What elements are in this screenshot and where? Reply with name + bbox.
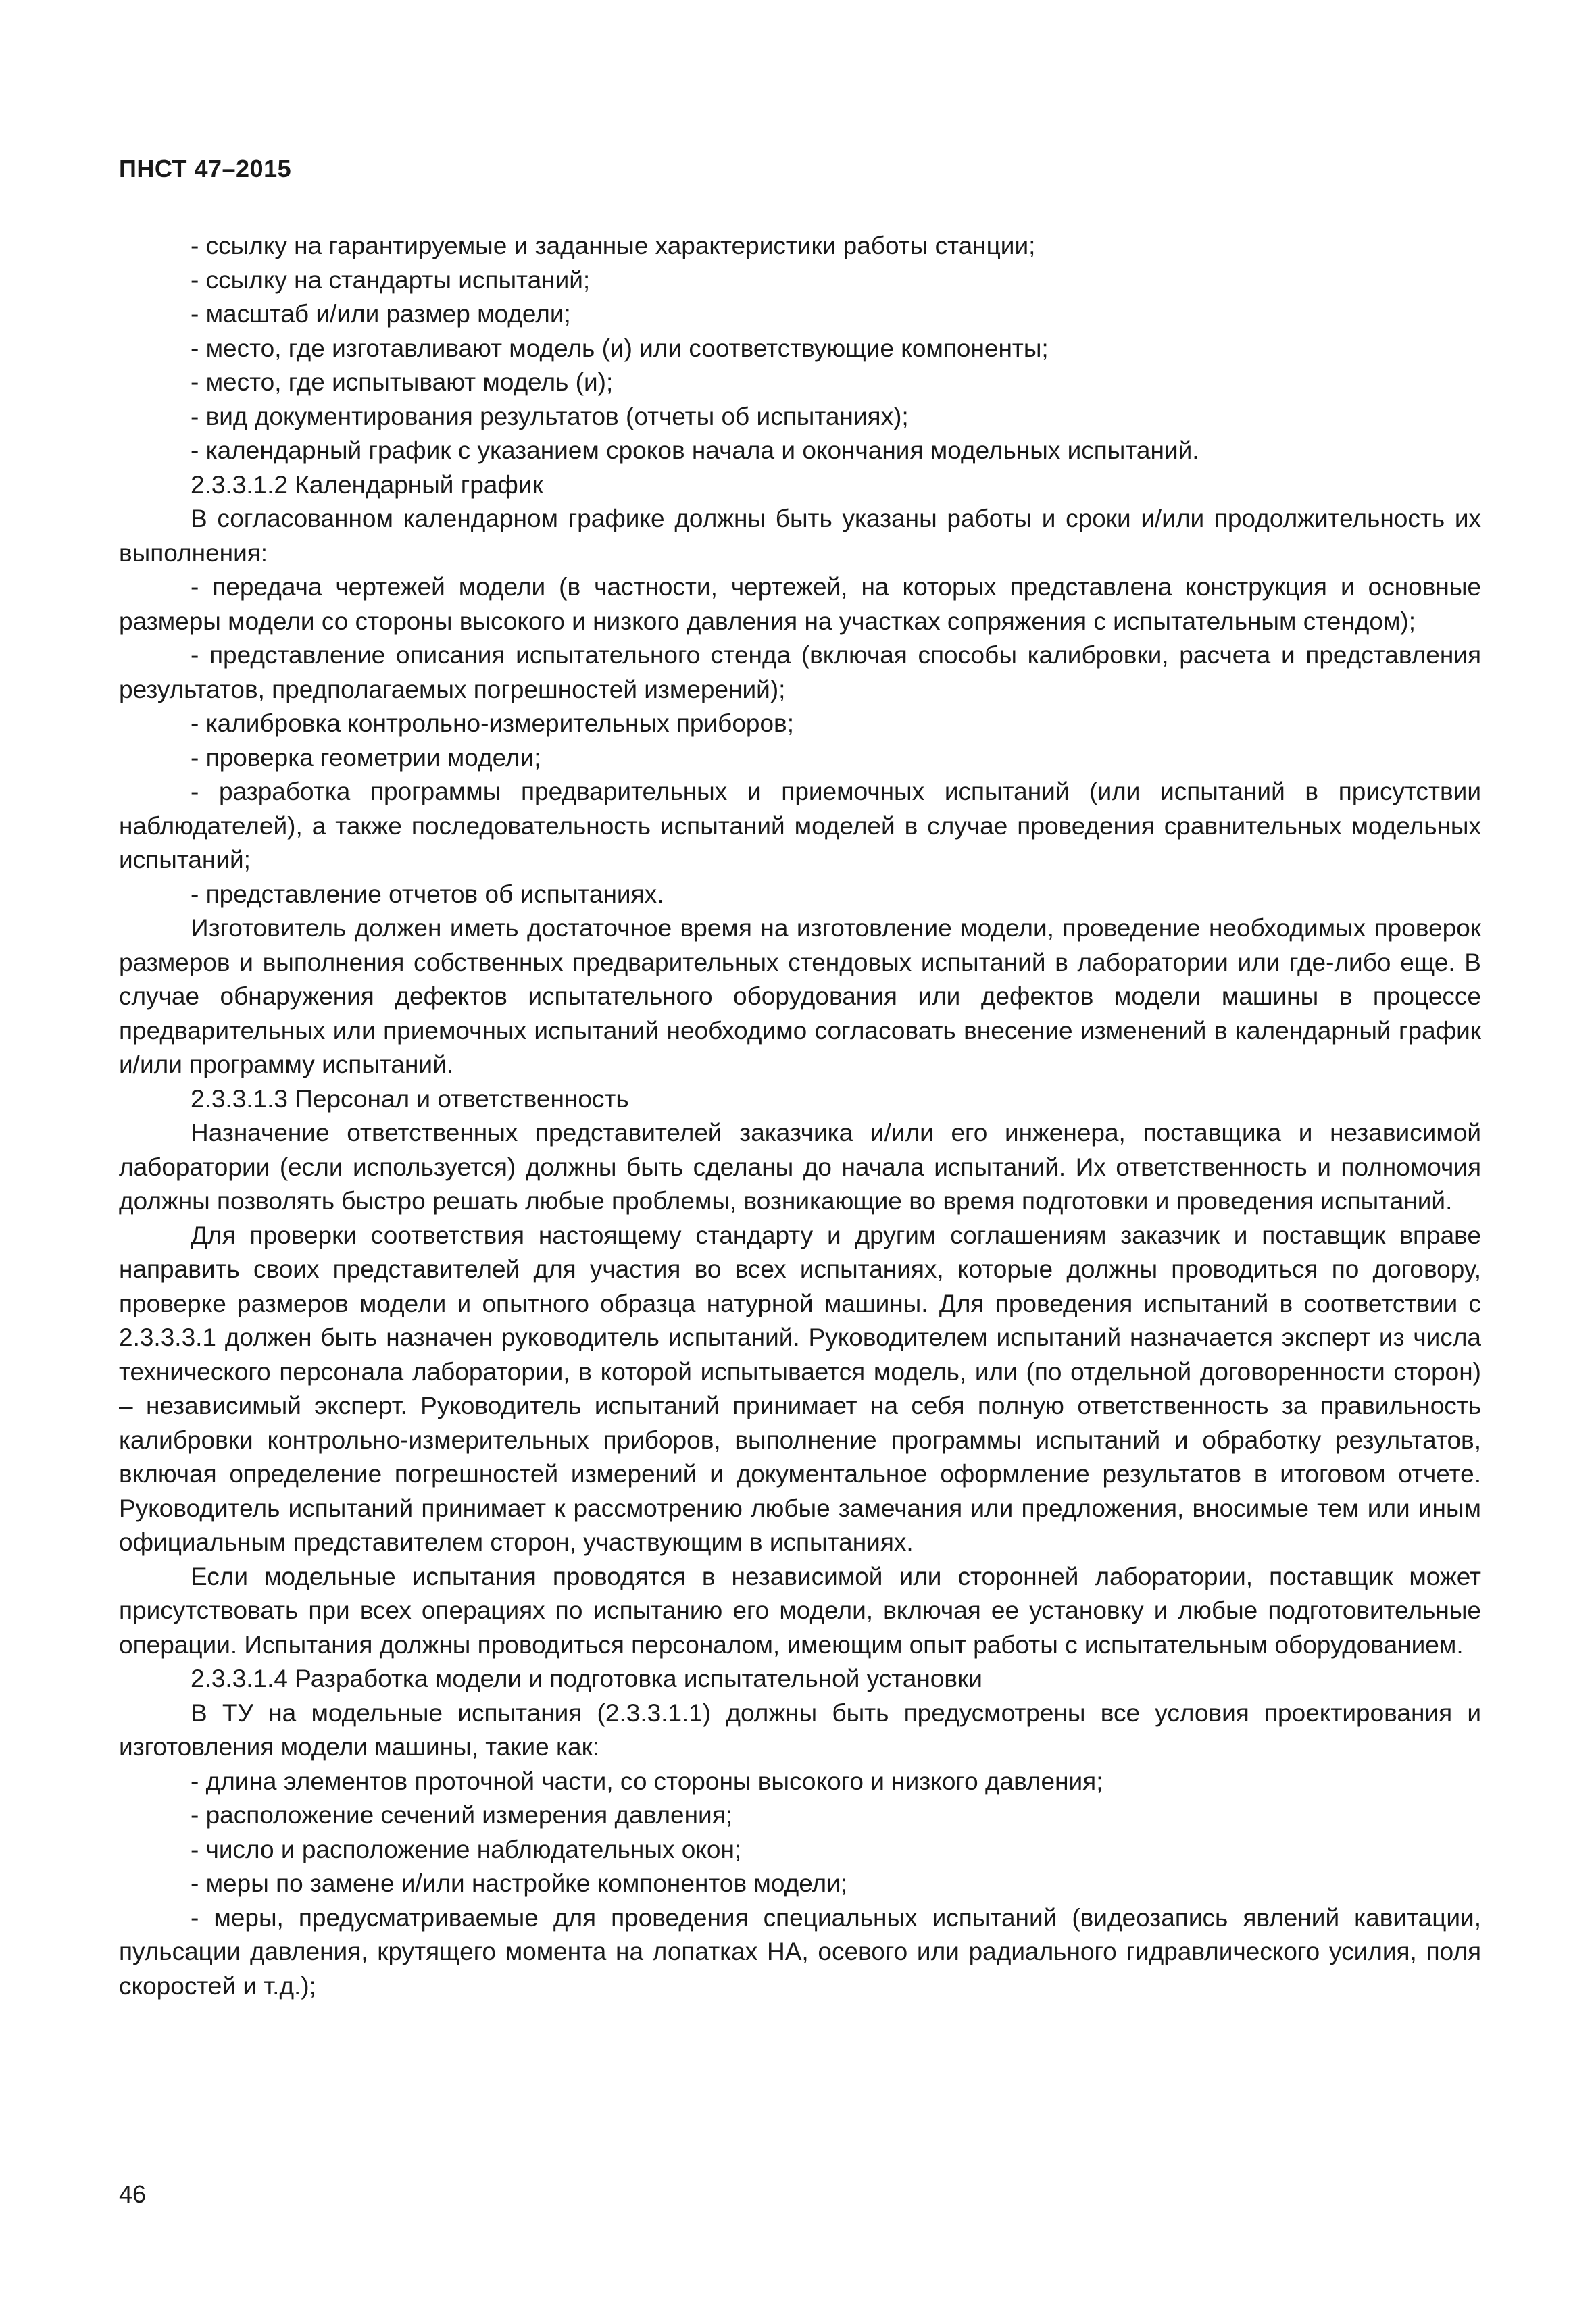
list-item: - место, где изготавливают модель (и) или соответствующие компоненты;	[191, 334, 1049, 362]
list-item: - вид документирования результатов (отчеты об испытаниях);	[191, 402, 909, 430]
paragraph: Назначение ответственных представителей заказчика и/или его инженера, поставщика и независимой лаборатории (если используется) должны быть сделаны до начала испытаний. Их ответственность и полномочия должны позволять быстро решать любые проблемы, возникающие во время подготовки и проведения испытаний.	[119, 1119, 1481, 1215]
paragraph: В согласованном календарном графике должны быть указаны работы и сроки и/или продолжительность их выполнения:	[119, 505, 1481, 567]
list-item: - масштаб и/или размер модели;	[191, 300, 571, 328]
list-item: - длина элементов проточной части, со стороны высокого и низкого давления;	[191, 1767, 1103, 1795]
paragraph: Изготовитель должен иметь достаточное время на изготовление модели, проведение необходимых проверок размеров и выполнения собственных предварительных стендовых испытаний в лаборатории или где-либо еще. В случае обнаружения дефектов испытательного оборудования или дефектов модели машины в процессе предварительных или приемочных испытаний необходимо согласовать внесение изменений в календарный график и/или программу испытаний.	[119, 914, 1481, 1078]
list-item: - представление отчетов об испытаниях.	[191, 880, 664, 908]
list-item: - расположение сечений измерения давления;	[191, 1801, 733, 1829]
document-code: ПНСТ 47–2015	[119, 155, 292, 182]
list-item: - место, где испытывают модель (и);	[191, 368, 614, 396]
paragraph: Для проверки соответствия настоящему стандарту и другим соглашениям заказчик и поставщик вправе направить своих представителей для участия во всех испытаниях, которые должны проводиться по договору, проверке размеров модели и опытного образца натурной машины. Для проведения испытаний в соответствии с 2.3.3.3.1 должен быть назначен руководитель испытаний. Руководителем испытаний назначается эксперт из числа технического персонала лаборатории, в которой испытывается модель, или (по отдельной договоренности сторон) – независимый эксперт. Руководитель испытаний принимает на себя полную ответственность за правильность калибровки контрольно-измерительных приборов, выполнение программы испытаний и обработку результатов, включая определение погрешностей измерений и документальное оформление результатов в итоговом отчете. Руководитель испытаний принимает к рассмотрению любые замечания или предложения, вносимые тем или иным официальным представителем сторон, участвующим в испытаниях.	[119, 1221, 1481, 1556]
list-item: - проверка геометрии модели;	[191, 743, 541, 772]
list-item: - передача чертежей модели (в частности, чертежей, на которых представлена конструкция и основные размеры модели со стороны высокого и низкого давления на участках сопряжения с испытательным стендом);	[119, 573, 1481, 635]
list-item: - ссылку на стандарты испытаний;	[191, 266, 591, 294]
paragraph: Если модельные испытания проводятся в независимой или сторонней лаборатории, поставщик может присутствовать при всех операциях по испытанию его модели, включая ее установку и любые подготовительные операции. Испытания должны проводиться персоналом, имеющим опыт работы с испытательным оборудованием.	[119, 1562, 1481, 1659]
list-item: - меры, предусматриваемые для проведения специальных испытаний (видеозапись явлений кавитации, пульсации давления, крутящего момента на лопатках НА, осевого или радиального гидравлического усилия, поля скоростей и т.д.);	[119, 1903, 1481, 2000]
section-heading-model-design: 2.3.3.1.4 Разработка модели и подготовка испытательной установки	[191, 1665, 982, 1692]
list-item: - представление описания испытательного стенда (включая способы калибровки, расчета и представления результатов, предполагаемых погрешностей измерений);	[119, 641, 1481, 703]
list-item: - меры по замене и/или настройке компонентов модели;	[191, 1869, 848, 1897]
page-number: 46	[119, 2180, 147, 2208]
list-item: - календарный график с указанием сроков начала и окончания модельных испытаний.	[191, 436, 1199, 464]
section-heading-schedule: 2.3.3.1.2 Календарный график	[191, 470, 543, 499]
list-item: - разработка программы предварительных и приемочных испытаний (или испытаний в присутствии наблюдателей), а также последовательность испытаний моделей в случае проведения сравнительных модельных испытаний;	[119, 778, 1481, 874]
list-item: - число и расположение наблюдательных окон;	[191, 1835, 742, 1863]
list-item: - калибровка контрольно-измерительных приборов;	[191, 709, 794, 737]
section-heading-personnel: 2.3.3.1.3 Персонал и ответственность	[191, 1084, 629, 1113]
list-item: - ссылку на гарантируемые и заданные характеристики работы станции;	[191, 232, 1036, 259]
paragraph: В ТУ на модельные испытания (2.3.3.1.1) должны быть предусмотрены все условия проектирования и изготовления модели машины, такие как:	[119, 1699, 1481, 1761]
page-body	[119, 229, 1481, 2003]
